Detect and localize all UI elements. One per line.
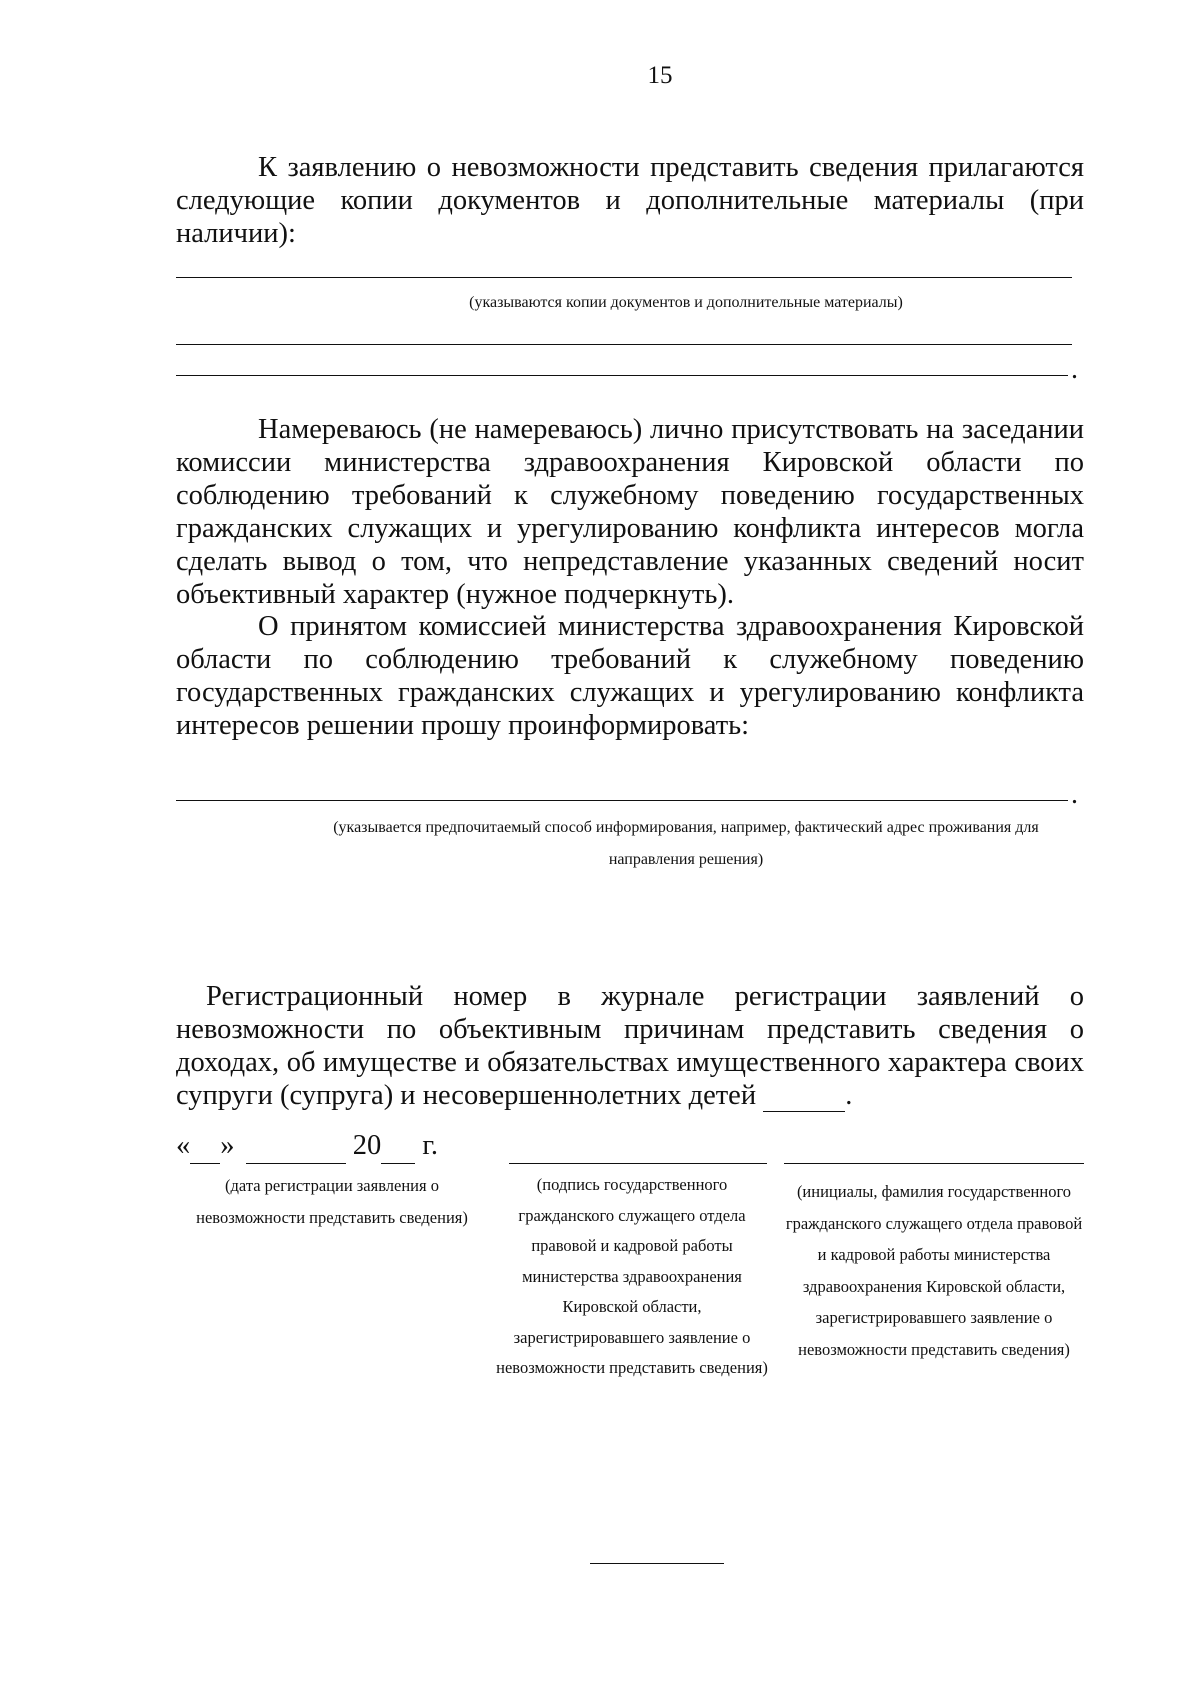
attachments-line-1 <box>176 277 1072 278</box>
attachments-caption: (указываются копии документов и дополнительные материалы) <box>469 294 903 311</box>
intent-paragraph: Намереваюсь (не намереваюсь) лично присутствовать на заседании комиссии министерства здравоохранения Кировской области по соблюдению требований к служебному поведению государственных гражданских служащих и урегулированию конфликта интересов могла сделать вывод о том, что непредставление указанных сведений носит объективный характер (нужное подчеркнуть). <box>176 414 1084 610</box>
registration-end-mark: . <box>845 1080 853 1111</box>
date-year-blank <box>381 1135 415 1164</box>
date-caption: (дата регистрации заявления о невозможности представить сведения) <box>196 1176 468 1227</box>
attachments-end-mark: . <box>1071 354 1078 385</box>
name-caption: (инициалы, фамилия государственного гражданского служащего отдела правовой и кадровой работы министерства здравоохранения Кировской области, зарегистрировавшего заявление о невозможности представить сведения) <box>785 1182 1083 1359</box>
attachments-paragraph: К заявлению о невозможности представить сведения прилагаются следующие копии документов и дополнительные материалы (при наличии): <box>176 152 1084 249</box>
date-month-blank <box>246 1135 346 1164</box>
date-year-suffix: г. <box>422 1130 438 1161</box>
date-close-quote: » <box>220 1130 235 1161</box>
attachments-line-3 <box>176 375 1068 376</box>
registration-text: Регистрационный номер в журнале регистрации заявлений о невозможности по объективным причинам представить сведения о доходах, об имуществе и обязательствах имущественного характера своих супруги (супруга) и несовершеннолетних детей <box>176 981 1084 1111</box>
attachments-line-2 <box>176 344 1072 345</box>
signature-caption: (подпись государственного гражданского служащего отдела правовой и кадровой работы министерства здравоохранения Кировской области, зарегистрировавшего заявление о невозможности представить сведения) <box>496 1175 768 1377</box>
registration-number-blank <box>763 1089 845 1112</box>
date-open-quote: « <box>176 1130 191 1161</box>
inform-end-mark: . <box>1071 779 1078 810</box>
inform-line <box>176 800 1068 801</box>
footer-separator <box>590 1563 724 1564</box>
name-line <box>784 1163 1084 1164</box>
registration-paragraph <box>176 980 1084 1112</box>
inform-caption-line-1: (указывается предпочитаемый способ информирования, например, фактический адрес проживания для <box>333 819 1039 836</box>
inform-caption-line-2: направления решения) <box>608 851 764 868</box>
signature-line <box>509 1163 767 1164</box>
registration-date-row <box>176 1128 438 1164</box>
date-year-prefix: 20 <box>352 1130 382 1161</box>
inform-paragraph: О принятом комиссией министерства здравоохранения Кировской области по соблюдению требований к служебному поведению государственных гражданских служащих и урегулированию конфликта интересов решении прошу проинформировать: <box>176 611 1084 741</box>
page-number: 15 <box>647 62 673 89</box>
date-day-blank <box>190 1135 220 1164</box>
